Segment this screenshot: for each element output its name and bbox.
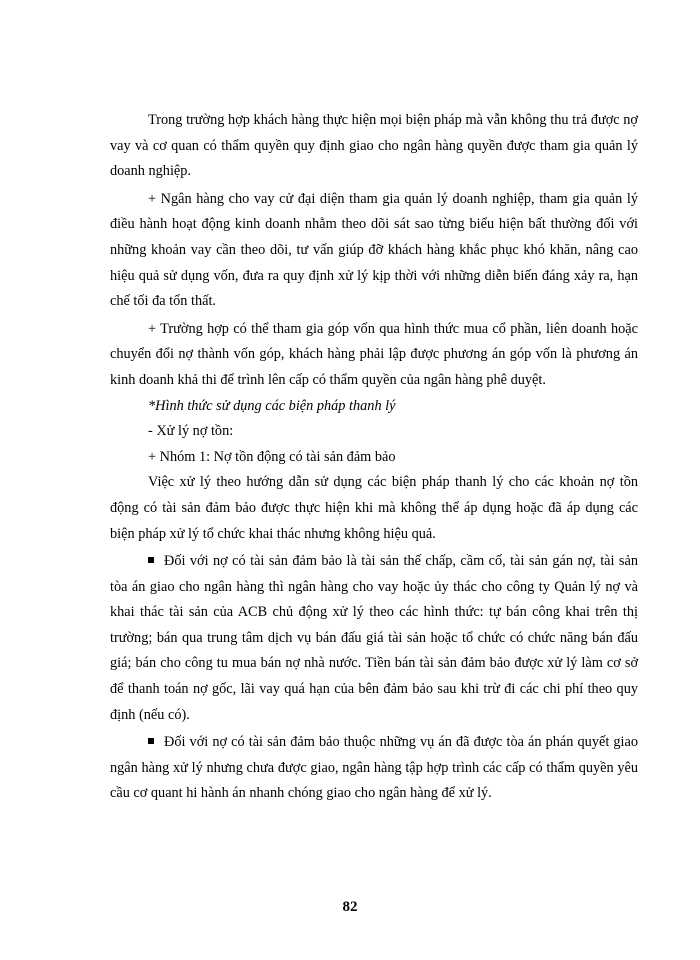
bullet-item-collateral xyxy=(110,549,638,728)
square-bullet-icon xyxy=(148,557,154,563)
paragraph-liquidation-guidance: Việc xử lý theo hướng dẫn sử dụng các biện pháp thanh lý cho các khoản nợ tồn động có tài sản đảm bảo được thực hiện khi mà không thể áp dụng hoặc đã áp dụng các biện pháp xử lý tổ chức khai thác nhưng không hiệu quả. xyxy=(110,474,638,542)
paragraph-group-1: + Nhóm 1: Nợ tồn động có tài sản đảm bảo xyxy=(148,448,396,465)
bullet-text: Đối với nợ có tài sản đảm bảo thuộc những vụ án đã được tòa án phán quyết giao ngân hàng xử lý nhưng chưa được giao, ngân hàng tập hợp trình các cấp có thẩm quyền yêu cầu cơ quant hi hành án nhanh chóng giao cho ngân hàng để xử lý. xyxy=(110,734,638,802)
document-body xyxy=(110,108,638,807)
paragraph-capital-contribution: + Trường hợp có thể tham gia góp vốn qua hình thức mua cổ phần, liên doanh hoặc chuyển đổi nợ thành vốn góp, khách hàng phải lập được phương án góp vốn là phương án kinh doanh khả thi để trình lên cấp có thẩm quyền của ngân hàng phê duyệt. xyxy=(110,320,638,388)
square-bullet-icon xyxy=(148,738,154,744)
paragraph-bank-representative: + Ngân hàng cho vay cử đại diện tham gia quản lý doanh nghiệp, tham gia quản lý điều hành hoạt động kinh doanh nhằm theo dõi sát sao từng biểu hiện bất thường đối với những khoản vay cần theo dõi, tư vấn giúp đỡ khách hàng khắc phục khó khăn, nâng cao hiệu quả sử dụng vốn, đưa ra quy định xử lý kịp thời với những diễn biến đáng xảy ra, hạn chế tối đa tổn thất. xyxy=(110,190,638,310)
bullet-item-court-cases xyxy=(110,730,638,807)
section-heading-liquidation: *Hình thức sử dụng các biện pháp thanh lý xyxy=(148,397,396,414)
paragraph-debt-handling: - Xử lý nợ tồn: xyxy=(148,423,234,440)
bullet-text: Đối với nợ có tài sản đảm bảo là tài sản thế chấp, cầm cố, tài sản gán nợ, tài sản tòa án giao cho ngân hàng thì ngân hàng cho vay hoặc ủy thác cho công ty Quản lý nợ và khai thác tài sản của ACB chủ động xử lý theo các hình thức: tự bán công khai trên thị trường; bán qua trung tâm dịch vụ bán đấu giá tài sản hoặc tổ chức có chức năng bán đấu giá; bán cho công tu mua bán nợ nhà nước. Tiền bán tài sản đảm bảo được xử lý làm cơ sở để thanh toán nợ gốc, lãi vay quá hạn của bên đảm bảo sau khi trừ đi các chi phí theo quy định (nếu có). xyxy=(110,553,638,723)
paragraph-intro: Trong trường hợp khách hàng thực hiện mọi biện pháp mà vẫn không thu trả được nợ vay và cơ quan có thẩm quyền quy định giao cho ngân hàng quyền được tham gia quản lý doanh nghiệp. xyxy=(110,112,638,180)
page-number: 82 xyxy=(342,899,358,915)
